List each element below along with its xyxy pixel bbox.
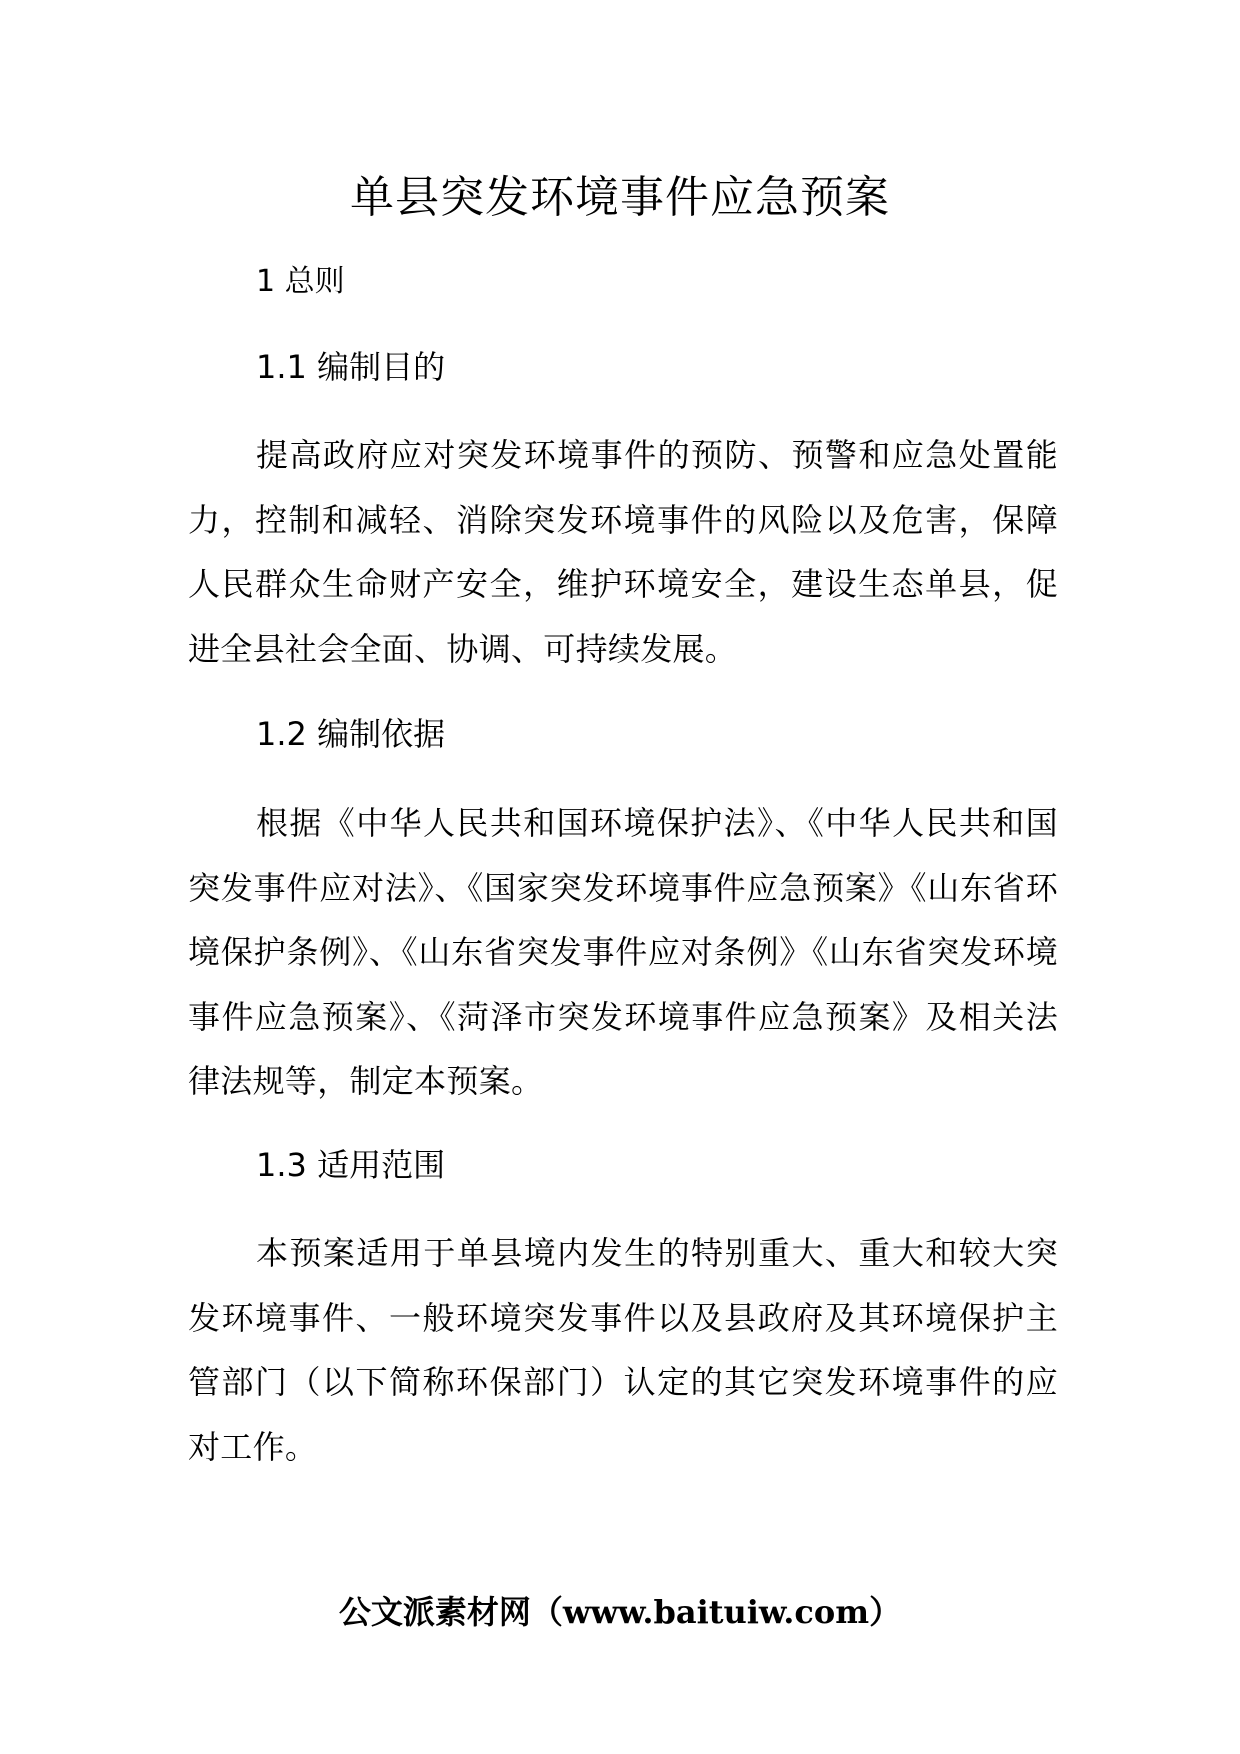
section-heading-purpose: 1.1 编制目的 — [256, 348, 446, 386]
section-heading-general: 1 总则 — [256, 264, 345, 299]
document-title: 单县突发环境事件应急预案 — [350, 172, 890, 223]
section-heading-basis: 1.2 编制依据 — [256, 715, 446, 753]
paragraph-purpose: 提高政府应对突发环境事件的预防、预警和应急处置能力，控制和减轻、消除突发环境事件的风险以及危害，保障人民群众生命财产安全，维护环境安全，建设生态单县，促进全县社会全面、协调、可持续发展。 — [188, 436, 1058, 668]
paragraph-scope: 本预案适用于单县境内发生的特别重大、重大和较大突发环境事件、一般环境突发事件以及县政府及其环境保护主管部门（以下简称环保部门）认定的其它突发环境事件的应对工作。 — [188, 1234, 1058, 1466]
footer-source: 公文派素材网（www.baituiw.com） — [338, 1593, 902, 1631]
section-heading-scope: 1.3 适用范围 — [256, 1146, 446, 1184]
paragraph-basis: 根据《中华人民共和国环境保护法》、《中华人民共和国突发事件应对法》、《国家突发环境事件应急预案》《山东省环境保护条例》、《山东省突发事件应对条例》《山东省突发环境事件应急预案》、《菏泽市突发环境事件应急预案》及相关法律法规等，制定本预案。 — [188, 804, 1058, 1100]
